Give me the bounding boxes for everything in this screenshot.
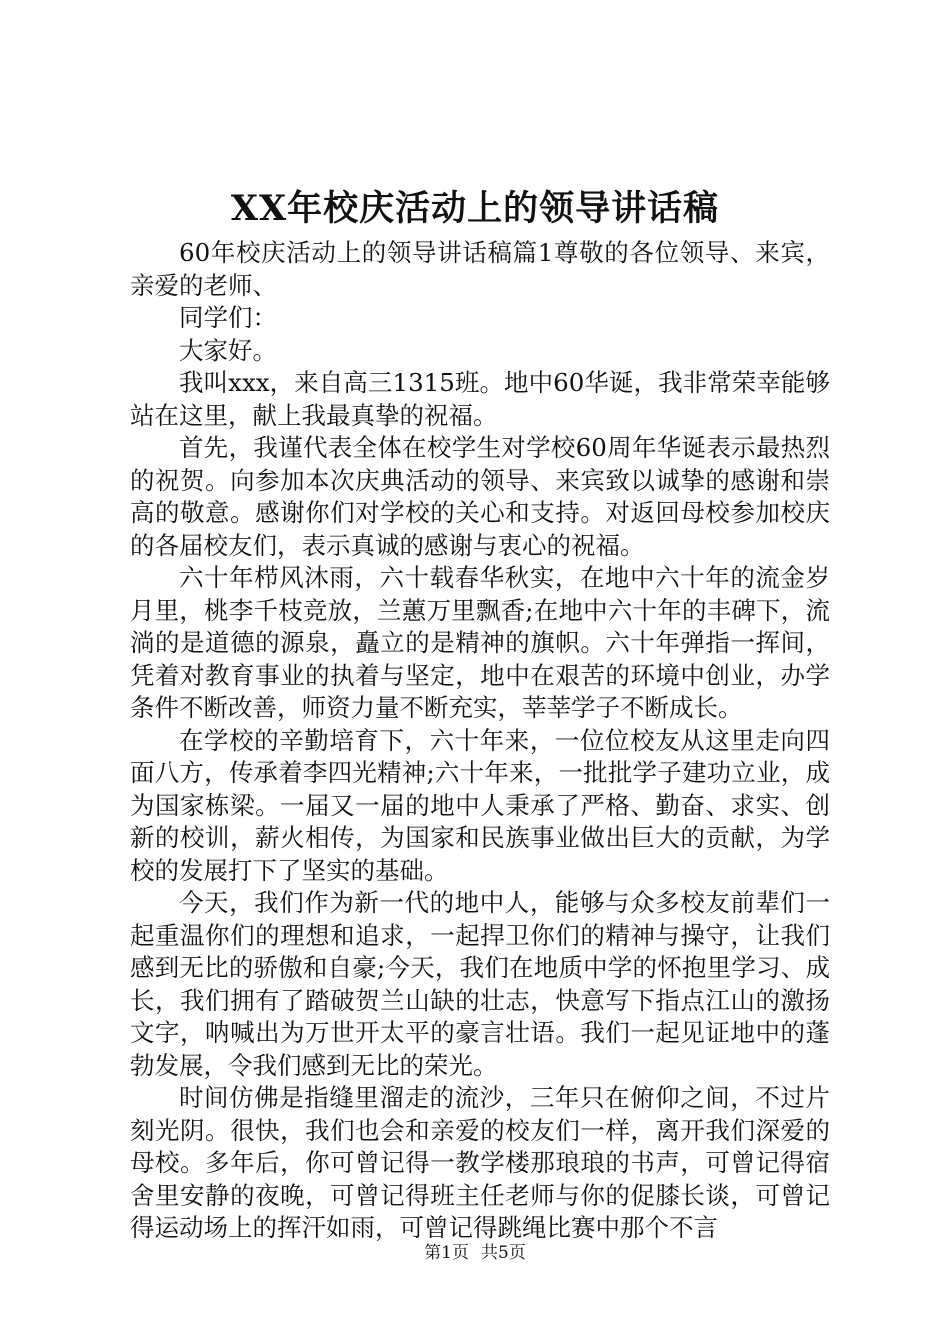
- document-body: [130, 237, 830, 1245]
- page-total: 共5页: [481, 1243, 526, 1263]
- paragraph: 大家好。: [179, 335, 277, 365]
- paragraph: 我叫xxx，来自高三1315班。地中60华诞，我非常荣幸能够站在这里，献上我最真挚的祝福。: [130, 368, 830, 430]
- paragraph: 六十年栉风沐雨，六十载春华秋实，在地中六十年的流金岁月里，桃李千枝竞放，兰蕙万里飘香;在地中六十年的丰碑下，流淌的是道德的源泉，矗立的是精神的旗帜。六十年弹指一挥间，凭着对教育事业的执着与坚定，地中在艰苦的环境中创业，办学条件不断改善，师资力量不断充实，莘莘学子不断成长。: [130, 563, 830, 722]
- page-number: 第1页: [424, 1243, 469, 1263]
- paragraph: 首先，我谨代表全体在校学生对学校60周年华诞表示最热烈的祝贺。向参加本次庆典活动的领导、来宾致以诚挚的感谢和崇高的敬意。感谢你们对学校的关心和支持。对返回母校参加校庆的各届校友们，表示真诚的感谢与衷心的祝福。: [130, 433, 830, 560]
- document-title: XX年校庆活动上的领导讲话稿: [230, 188, 720, 229]
- paragraph: 时间仿佛是指缝里溜走的流沙，三年只在俯仰之间，不过片刻光阴。很快，我们也会和亲爱的校友们一样，离开我们深爱的母校。多年后，你可曾记得一教学楼那琅琅的书声，可曾记得宿舍里安静的夜晚，可曾记得班主任老师与你的促膝长谈，可曾记得运动场上的挥汗如雨，可曾记得跳绳比赛中那个不言: [130, 1083, 830, 1242]
- paragraph: 同学们：: [179, 303, 277, 332]
- paragraph: 在学校的辛勤培育下，六十年来，一位位校友从这里走向四面八方，传承着李四光精神;六十年来，一批批学子建功立业，成为国家栋梁。一届又一届的地中人秉承了严格、勤奋、求实、创新的校训，薪火相传，为国家和民族事业做出巨大的贡献，为学校的发展打下了坚实的基础。: [130, 725, 830, 885]
- paragraph: 今天，我们作为新一代的地中人，能够与众多校友前辈们一起重温你们的理想和追求，一起捍卫你们的精神与操守，让我们感到无比的骄傲和自豪;今天，我们在地质中学的怀抱里学习、成长，我们拥有了踏破贺兰山缺的壮志，快意写下指点江山的激扬文字，呐喊出为万世开太平的豪言壮语。我们一起见证地中的蓬勃发展，令我们感到无比的荣光。: [130, 888, 830, 1080]
- paragraph: 60年校庆活动上的领导讲话稿篇1尊敬的各位领导、来宾，亲爱的老师、: [130, 238, 830, 300]
- page-footer: [0, 1242, 950, 1264]
